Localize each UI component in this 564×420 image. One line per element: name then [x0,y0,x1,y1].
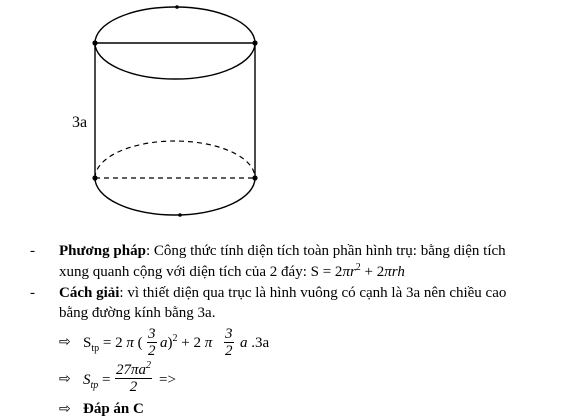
pi-symbol: π [126,335,134,351]
point-bottom-left [92,175,97,180]
bottom-base-front-arc [95,178,255,215]
answer-text: Đáp án C [83,401,144,417]
arrow-icon: ⇨ [59,371,71,387]
solution-text-1: : vì thiết diện qua trục là hình vuông có cạnh là 3a nên chiều cao [119,285,507,301]
eq2-lhs [83,371,111,389]
method-line-2 [59,263,405,281]
eq2-frac-num: $27\pi a^2$ [116,360,152,378]
bullet-1: - [30,243,35,259]
eq2-s: S [83,372,91,388]
plus-text: + 2 [360,264,385,280]
method-label: Phương pháp [59,243,146,259]
eq2-frac [115,362,152,395]
bullet-2: - [30,285,35,301]
eq1-frac-1-num: 3 [148,326,156,342]
solution-line-2: bằng đường kính bằng 3a. [59,305,216,321]
point-top-right [252,40,257,45]
eq1-frac-2-num: 3 [225,326,233,342]
eq1-tail: .3a [247,335,270,351]
eq1-paren-close: ) [167,335,173,351]
eq2-frac-den: 2 [129,379,138,395]
method-line-1 [59,242,506,260]
eq1-plus: + 2 [177,335,201,351]
point-top-left [92,40,97,45]
eq1-tail-a: a [240,335,248,351]
exponent: 2 [355,262,361,273]
implies-symbol: => [159,372,176,388]
arrow-icon: ⇨ [59,334,71,350]
eq1-part3 [240,334,269,352]
bottom-base-back-arc [95,141,255,178]
eq1-frac-2-den: 2 [225,343,233,359]
point-top [175,5,179,9]
eq1-sub: tp [91,343,100,354]
eq1-part1 [83,334,143,352]
eq1-frac-2 [224,326,234,359]
pi-symbol: π [204,335,213,351]
eq1-s: S [83,335,92,351]
eq1-a: a [160,335,168,351]
arrow-icon: ⇨ [59,401,71,417]
point-bottom [178,213,182,217]
solution-label: Cách giải [59,285,120,301]
pi-symbol: π [342,264,350,280]
eq2-sub: tp [90,380,99,391]
eq1-frac-1-den: 2 [148,343,156,359]
method-text-2: xung quanh cộng với diện tích của 2 đáy: S = 2 [59,264,343,280]
eq1-eq: = 2 [99,335,123,351]
var-rh: rh [391,264,405,280]
height-label: 3a [72,114,88,131]
point-bottom-right [252,175,257,180]
eq2-eq: = [98,372,111,388]
solution-line-1 [59,284,506,302]
pi-symbol: π [384,264,392,280]
eq1-exp: 2 [172,333,178,344]
eq1-part2 [160,334,212,352]
method-text-1: : Công thức tính diện tích toàn phần hình trụ: bằng diện tích [145,243,506,259]
eq1-paren-open: ( [133,335,143,351]
eq1-frac-1 [147,326,157,359]
var-r: r [349,264,356,280]
